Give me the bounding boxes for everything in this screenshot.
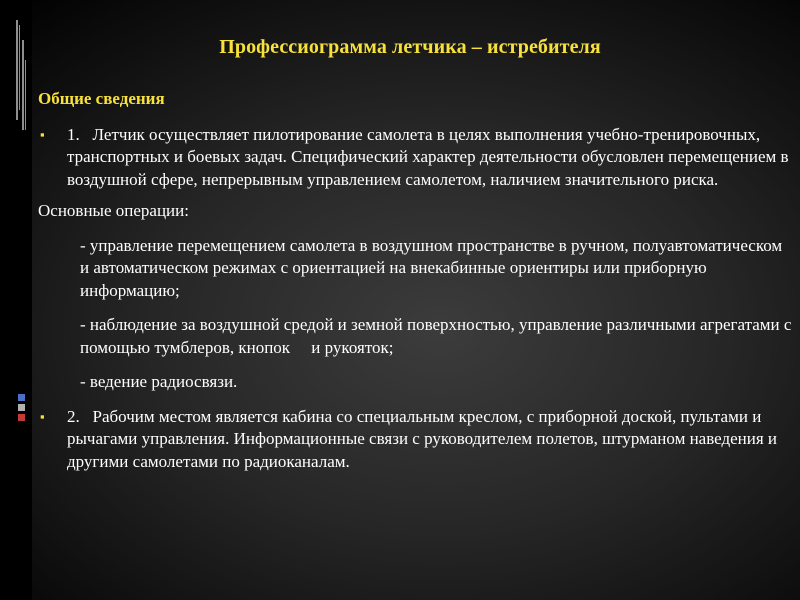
decorative-square: [18, 404, 25, 411]
item-number: 1.: [67, 124, 80, 144]
decorative-line: [16, 20, 18, 120]
list-item-2: [38, 406, 794, 474]
decorative-side-bar: [0, 0, 32, 600]
operation-item: [38, 371, 794, 394]
operation-item: [38, 235, 794, 303]
section-heading: Общие сведения: [38, 89, 165, 108]
decorative-square: [18, 414, 25, 421]
operation-text: - наблюдение за воздушной средой и земной поверхностью, управление различными агрегатами с помощью тумблеров, кнопок и рукояток;: [80, 315, 796, 357]
bullet-icon: ▪: [40, 408, 45, 424]
decorative-line: [22, 40, 24, 130]
decorative-line: [19, 25, 20, 110]
operations-heading: Основные операции:: [38, 201, 189, 220]
item-number: 2.: [67, 406, 80, 426]
operation-text: - управление перемещением самолета в воздушном пространстве в ручном, полуавтоматическом и автоматическом режимах с ориентацией на внекабинные ориентиры или приборную информацию;: [80, 235, 783, 300]
list-item-1: [38, 124, 794, 192]
decorative-square: [18, 394, 25, 401]
slide-content: [38, 88, 794, 473]
operation-text: - ведение радиосвязи.: [80, 372, 238, 391]
item-text: Летчик осуществляет пилотирование самолета в целях выполнения учебно-тренировочных, транспортных и боевых задач. Специфический характер деятельности обусловлен перемещением в воздушной сфере, непрерывным управлением самолетом, наличием значительного риска.: [67, 124, 789, 189]
operation-item: [38, 314, 794, 359]
bullet-icon: ▪: [40, 126, 45, 142]
decorative-line: [25, 60, 26, 130]
slide-title: Профессиограмма летчика – истребителя: [219, 36, 601, 58]
item-text: Рабочим местом является кабина со специальным креслом, с приборной доской, пультами и рычагами управления. Информационные связи с руководителем полетов, штурманом наведения и другими самолетами по радиоканалам.: [67, 406, 778, 471]
